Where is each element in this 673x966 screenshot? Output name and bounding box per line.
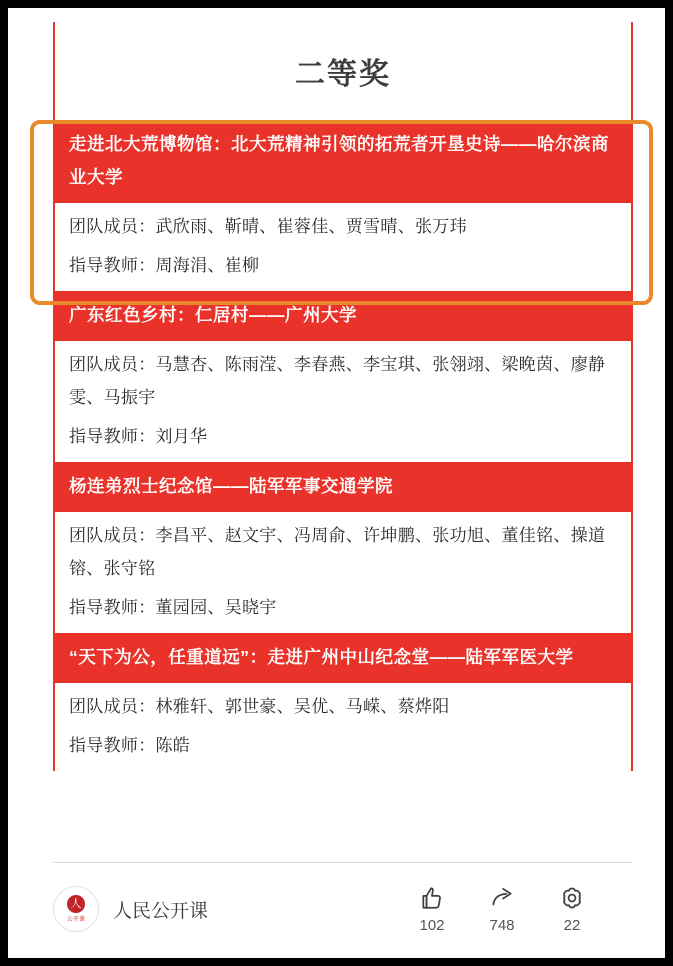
members-value: 林雅轩、郭世豪、吴优、马嵘、蔡烨阳 <box>155 697 450 716</box>
entry-body <box>55 203 631 291</box>
share-count: 748 <box>489 916 515 934</box>
entry-teachers-row <box>69 588 617 627</box>
entry-heading: 广东红色乡村：仁居村——广州大学 <box>55 292 631 341</box>
brand-logo-subtext: 公开课 <box>66 917 85 923</box>
footer-actions <box>419 885 633 934</box>
members-value: 马慧杏、陈雨滢、李春燕、李宝琪、张翎翊、梁睌茵、廖静雯、马振宇 <box>69 355 606 407</box>
award-list-container <box>53 22 633 771</box>
entry-body <box>55 512 631 633</box>
members-label: 团队成员： <box>69 526 156 545</box>
page-title: 二等奖 <box>295 58 391 91</box>
entry-members-row <box>69 207 617 246</box>
teachers-value: 陈皓 <box>155 736 191 755</box>
teachers-value: 周海涓、崔柳 <box>155 256 260 275</box>
entry-teachers-row <box>69 246 617 285</box>
teachers-label: 指导教师： <box>69 427 156 446</box>
entry-teachers-row <box>69 726 617 765</box>
teachers-value: 董园园、吴晓宇 <box>155 598 277 617</box>
members-value: 武欣雨、靳晴、崔蓉佳、贾雪晴、张万玮 <box>155 217 467 236</box>
brand-logo-icon <box>53 886 99 932</box>
members-label: 团队成员： <box>69 217 156 236</box>
members-value: 李昌平、赵文宇、冯周俞、许坤鹏、张功旭、董佳铭、操道镕、张守铭 <box>69 526 606 578</box>
award-entry <box>55 120 631 291</box>
thumbs-up-icon[interactable] <box>419 885 445 911</box>
footer-divider <box>53 862 633 863</box>
teachers-label: 指导教师： <box>69 736 156 755</box>
brand-block[interactable] <box>53 886 208 932</box>
award-entry <box>55 462 631 633</box>
award-entry <box>55 291 631 462</box>
entry-teachers-row <box>69 417 617 456</box>
members-label: 团队成员： <box>69 697 156 716</box>
share-icon[interactable] <box>489 885 515 911</box>
award-entry <box>55 633 631 771</box>
settings-count: 22 <box>563 916 581 934</box>
entry-body <box>55 683 631 771</box>
entry-body <box>55 341 631 462</box>
settings-flower-icon[interactable] <box>559 885 585 911</box>
share-action[interactable] <box>489 885 515 934</box>
award-title-band <box>55 22 631 120</box>
brand-name: 人民公开课 <box>113 900 209 922</box>
brand-logo-mark: 人 <box>67 895 85 913</box>
article-footer <box>53 874 633 944</box>
article-page <box>8 8 665 958</box>
like-count: 102 <box>419 916 445 934</box>
like-action[interactable] <box>419 885 445 934</box>
teachers-label: 指导教师： <box>69 598 156 617</box>
settings-action[interactable] <box>559 885 585 934</box>
entry-members-row <box>69 687 617 726</box>
entry-heading: 走进北大荒博物馆：北大荒精神引领的拓荒者开垦史诗——哈尔滨商业大学 <box>55 121 631 203</box>
entry-members-row <box>69 345 617 417</box>
teachers-label: 指导教师： <box>69 256 156 275</box>
entry-members-row <box>69 516 617 588</box>
members-label: 团队成员： <box>69 355 156 374</box>
teachers-value: 刘月华 <box>155 427 208 446</box>
entry-heading: “天下为公，任重道远”：走进广州中山纪念堂——陆军军医大学 <box>55 634 631 683</box>
entry-heading: 杨连弟烈士纪念馆——陆军军事交通学院 <box>55 463 631 512</box>
